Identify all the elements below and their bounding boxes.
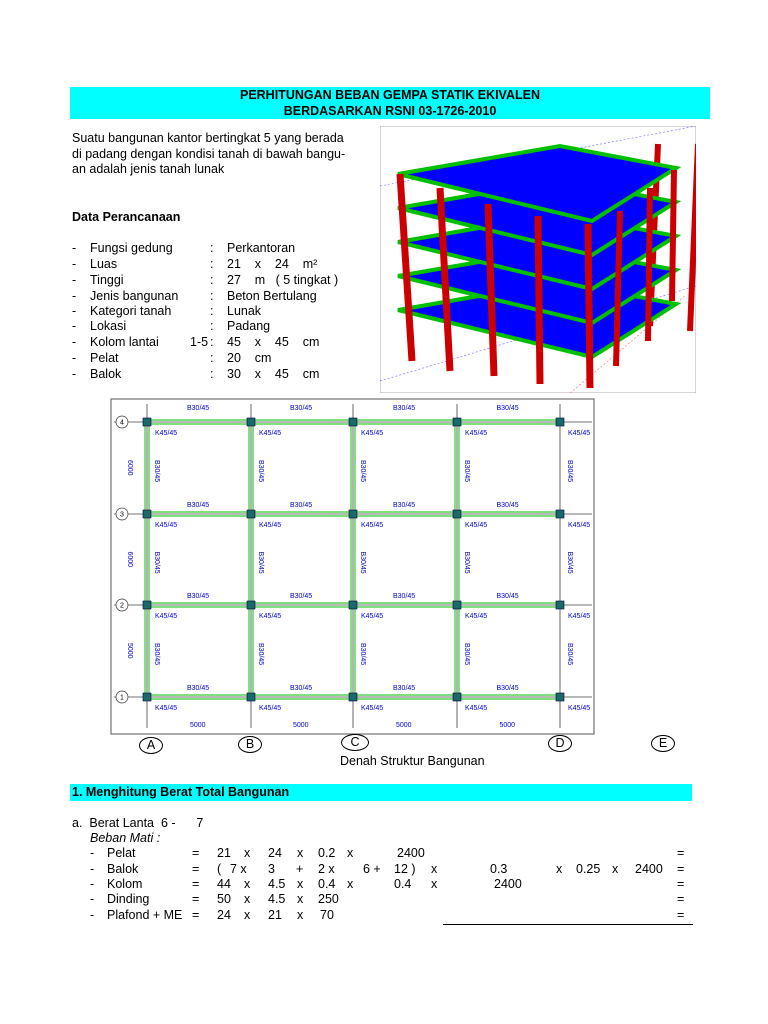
design-data-label: Kolom lantai 1-5 <box>90 335 209 349</box>
calc-row <box>0 846 700 861</box>
column-label: K45/45 <box>361 613 384 620</box>
calc-name: Plafond + ME <box>107 908 183 922</box>
calc-row <box>0 862 700 877</box>
column-label: K45/45 <box>568 705 591 712</box>
calc-cell: x <box>297 892 304 906</box>
title-line-1: PERHITUNGAN BEBAN GEMPA STATIK EKIVALEN <box>239 88 540 102</box>
column-label: K45/45 <box>361 430 384 437</box>
floor-label <box>72 816 372 831</box>
column-label: K45/45 <box>568 430 591 437</box>
title-line-2: BERDASARKAN RSNI 03-1726-2010 <box>283 104 497 118</box>
beam-label: B30/45 <box>290 502 313 509</box>
calc-cell: 7 x <box>230 862 247 876</box>
design-data-colon: : <box>210 241 214 255</box>
column-label: K45/45 <box>155 522 178 529</box>
calc-bullet: - <box>90 892 95 906</box>
floor-label-text: a. Berat Lanta 6 - 7 <box>72 816 204 830</box>
calc-equals: = <box>192 877 200 891</box>
calc-cell: 0.25 <box>576 862 601 876</box>
design-data-bullet: - <box>72 257 77 271</box>
beam-label: B30/45 <box>496 502 519 509</box>
beam-label: B30/45 <box>393 593 416 600</box>
design-data-bullet: - <box>72 304 77 318</box>
design-data-label: Balok <box>90 367 122 381</box>
beam-label: B30/45 <box>290 685 313 692</box>
row-bubble-label: 4 <box>120 419 124 427</box>
beam-label: B30/45 <box>187 593 210 600</box>
design-data-colon: : <box>210 367 214 381</box>
calc-cell: 50 <box>217 892 231 906</box>
column-front <box>538 216 540 384</box>
beam-label-vertical: B30/45 <box>463 551 470 574</box>
row-bubble-label: 2 <box>120 602 124 610</box>
column-square <box>453 510 461 518</box>
column-label: K45/45 <box>155 705 178 712</box>
plan-caption: Denah Struktur Bangunan <box>340 754 485 768</box>
column-label: K45/45 <box>465 430 488 437</box>
design-data-bullet: - <box>72 351 77 365</box>
calc-cell: x <box>244 877 251 891</box>
column-label: K45/45 <box>155 613 178 620</box>
beam-label: B30/45 <box>393 685 416 692</box>
calc-cell: 250 <box>318 892 339 906</box>
design-data-label: Pelat <box>90 351 119 365</box>
design-data-bullet: - <box>72 367 77 381</box>
column-label: K45/45 <box>155 430 178 437</box>
calc-cell: x <box>347 846 354 860</box>
column-label: K45/45 <box>361 705 384 712</box>
column-square <box>143 601 151 609</box>
floor-plan-drawing <box>110 398 595 735</box>
calc-equals: = <box>192 846 200 860</box>
column-label: K45/45 <box>259 705 282 712</box>
beam-label: B30/45 <box>393 405 416 412</box>
calc-cell: 21 <box>217 846 231 860</box>
design-data-row <box>72 289 372 304</box>
row-bubble-label: 3 <box>120 511 124 519</box>
design-data-colon: : <box>210 289 214 303</box>
intro-line-3: an adalah jenis tanah lunak <box>72 162 225 176</box>
column-square <box>247 601 255 609</box>
design-data-colon: : <box>210 304 214 318</box>
column-label: K45/45 <box>361 522 384 529</box>
span-dimension: 5000 <box>499 722 516 729</box>
beam-label: B30/45 <box>290 593 313 600</box>
calc-equals: = <box>192 892 200 906</box>
calc-cell: x <box>431 877 438 891</box>
calc-cell: x <box>347 877 354 891</box>
column-side <box>672 170 674 301</box>
column-label: K45/45 <box>259 522 282 529</box>
column-square <box>349 601 357 609</box>
calc-end-equals: = <box>677 862 685 876</box>
column-square <box>556 693 564 701</box>
column-square <box>143 510 151 518</box>
calc-cell: 0.4 <box>394 877 412 891</box>
calc-equals: = <box>192 862 200 876</box>
beam-label: B30/45 <box>496 405 519 412</box>
design-data-row <box>72 319 372 334</box>
calc-cell: x <box>244 846 251 860</box>
calc-cell: 12 ) <box>394 862 416 876</box>
design-data-bullet: - <box>72 241 77 255</box>
column-square <box>453 693 461 701</box>
calc-cell: x <box>297 846 304 860</box>
beam-label-vertical: B30/45 <box>153 551 160 574</box>
design-data-value: 30 x 45 cm <box>227 367 320 381</box>
calc-cell: 4.5 <box>268 892 286 906</box>
column-label: K45/45 <box>259 613 282 620</box>
design-data-row <box>72 351 372 366</box>
design-data-value: 21 x 24 m² <box>227 257 318 271</box>
design-data-value: 20 cm <box>227 351 272 365</box>
calc-cell: 0.4 <box>318 877 336 891</box>
title-bar <box>70 87 710 119</box>
calc-end-equals: = <box>677 908 685 922</box>
design-data-bullet: - <box>72 319 77 333</box>
design-data-bullet: - <box>72 273 77 287</box>
row-bubble-label: 1 <box>120 694 124 702</box>
calc-name: Dinding <box>107 892 150 906</box>
column-square <box>349 418 357 426</box>
calc-cell: + <box>296 862 304 876</box>
calc-cell: 2400 <box>397 846 425 860</box>
calc-cell: x <box>612 862 619 876</box>
column-square <box>556 601 564 609</box>
beam-label: B30/45 <box>290 405 313 412</box>
beam-label-vertical: B30/45 <box>257 460 264 483</box>
column-side <box>648 188 650 341</box>
calc-cell: 0.2 <box>318 846 336 860</box>
calc-cell: x <box>556 862 563 876</box>
intro-line-1: Suatu bangunan kantor bertingkat 5 yang berada <box>72 131 344 145</box>
column-side <box>616 211 620 366</box>
design-data-label: Fungsi gedung <box>90 241 173 255</box>
beam-label: B30/45 <box>187 405 210 412</box>
calc-cell: 6 + <box>363 862 381 876</box>
span-dimension-vertical: 6000 <box>126 551 133 568</box>
calc-cell: x <box>244 892 251 906</box>
axis-label-d: D <box>548 735 572 752</box>
beam-label-vertical: B30/45 <box>566 460 573 483</box>
beam-label-vertical: B30/45 <box>359 551 366 574</box>
building-3d-render <box>380 126 696 393</box>
design-data-colon: : <box>210 273 214 287</box>
calc-row <box>0 892 700 907</box>
column-square <box>247 510 255 518</box>
design-data-value: Padang <box>227 319 271 333</box>
beam-label: B30/45 <box>187 502 210 509</box>
calc-name: Kolom <box>107 877 143 891</box>
design-data-colon: : <box>210 319 214 333</box>
column-square <box>556 510 564 518</box>
column-label: K45/45 <box>465 522 488 529</box>
design-data-colon: : <box>210 257 214 271</box>
span-dimension-vertical: 6000 <box>126 460 133 476</box>
design-data-row <box>72 335 372 350</box>
beam-label-vertical: B30/45 <box>257 643 264 666</box>
design-data-bullet: - <box>72 335 77 349</box>
beam-label: B30/45 <box>496 593 519 600</box>
design-data-label: Luas <box>90 257 118 271</box>
intro-line-2: di padang dengan kondisi tanah di bawah bangu- <box>72 146 346 161</box>
design-data-row <box>72 241 372 256</box>
beam-label-vertical: B30/45 <box>153 460 160 483</box>
design-data-row <box>72 367 372 382</box>
span-dimension-vertical: 5000 <box>126 643 133 659</box>
calc-equals: = <box>192 908 200 922</box>
section-1-title: 1. Menghitung Berat Total Bangunan <box>72 785 290 799</box>
design-data-value: Beton Bertulang <box>227 289 317 303</box>
beam-label-vertical: B30/45 <box>359 643 366 666</box>
column-square <box>247 693 255 701</box>
design-data-heading: Data Perancanaan <box>72 210 181 224</box>
column-label: K45/45 <box>568 522 591 529</box>
calc-cell: 21 <box>268 908 282 922</box>
sum-line <box>443 924 693 925</box>
calc-cell: x <box>297 877 304 891</box>
dead-load-text: Beban Mati : <box>90 831 161 845</box>
calc-cell: x <box>297 908 304 922</box>
calc-row <box>0 908 700 923</box>
axis-label-a: A <box>139 737 163 754</box>
design-data-value: Lunak <box>227 304 262 318</box>
design-data-label: Lokasi <box>90 319 127 333</box>
design-data-colon: : <box>210 351 214 365</box>
calc-cell: 0.3 <box>490 862 508 876</box>
column-label: K45/45 <box>259 430 282 437</box>
column-label: K45/45 <box>568 613 591 620</box>
design-data-label: Jenis bangunan <box>90 289 179 303</box>
column-square <box>453 601 461 609</box>
span-dimension: 5000 <box>293 722 309 729</box>
column-square <box>349 510 357 518</box>
column-front <box>588 224 590 388</box>
calc-cell: x <box>431 862 438 876</box>
calc-end-equals: = <box>677 877 685 891</box>
design-data-row <box>72 273 372 288</box>
calc-cell: 24 <box>268 846 282 860</box>
design-data-value: 45 x 45 cm <box>227 335 320 349</box>
calc-cell: 70 <box>320 908 334 922</box>
beam-label-vertical: B30/45 <box>257 551 264 574</box>
beam-label-vertical: B30/45 <box>566 551 573 574</box>
beam-label-vertical: B30/45 <box>153 643 160 666</box>
beam-label-vertical: B30/45 <box>463 643 470 666</box>
section-1-bar <box>70 784 692 801</box>
design-data-bullet: - <box>72 289 77 303</box>
calc-end-equals: = <box>677 892 685 906</box>
dead-load-label <box>90 831 290 846</box>
column-square <box>143 693 151 701</box>
axis-label-e: E <box>651 735 675 752</box>
calc-bullet: - <box>90 877 95 891</box>
column-square <box>556 418 564 426</box>
calc-cell: 24 <box>217 908 231 922</box>
design-data-label: Tinggi <box>90 273 124 287</box>
beam-label: B30/45 <box>187 685 210 692</box>
beam-label-vertical: B30/45 <box>463 460 470 483</box>
calc-cell: 3 <box>268 862 275 876</box>
beam-label-vertical: B30/45 <box>359 460 366 483</box>
intro-paragraph <box>72 131 372 178</box>
calc-cell: x <box>244 908 251 922</box>
calc-cell: 2 x <box>318 862 335 876</box>
design-data-colon: : <box>210 335 214 349</box>
span-dimension: 5000 <box>396 722 412 729</box>
column-square <box>453 418 461 426</box>
column-square <box>349 693 357 701</box>
calc-name: Balok <box>107 862 139 876</box>
design-data-value: 27 m ( 5 tingkat ) <box>227 273 339 287</box>
calc-cell: ( <box>217 862 222 876</box>
calc-end-equals: = <box>677 846 685 860</box>
beam-label: B30/45 <box>393 502 416 509</box>
design-data-row <box>72 257 372 272</box>
calc-bullet: - <box>90 862 95 876</box>
calc-cell: 4.5 <box>268 877 286 891</box>
column-square <box>143 418 151 426</box>
span-dimension: 5000 <box>190 722 206 729</box>
column-label: K45/45 <box>465 705 488 712</box>
beam-label-vertical: B30/45 <box>566 643 573 666</box>
calc-row <box>0 877 700 892</box>
design-data-label: Kategori tanah <box>90 304 172 318</box>
column-square <box>247 418 255 426</box>
axis-label-c: C <box>341 734 369 751</box>
calc-cell: 2400 <box>635 862 663 876</box>
beam-label: B30/45 <box>496 685 519 692</box>
calc-cell: 44 <box>217 877 231 891</box>
calc-cell: 2400 <box>494 877 522 891</box>
calc-bullet: - <box>90 908 95 922</box>
design-data-value: Perkantoran <box>227 241 296 255</box>
calc-bullet: - <box>90 846 95 860</box>
calc-name: Pelat <box>107 846 136 860</box>
axis-label-b: B <box>238 736 262 753</box>
design-data-row <box>72 304 372 319</box>
column-label: K45/45 <box>465 613 488 620</box>
